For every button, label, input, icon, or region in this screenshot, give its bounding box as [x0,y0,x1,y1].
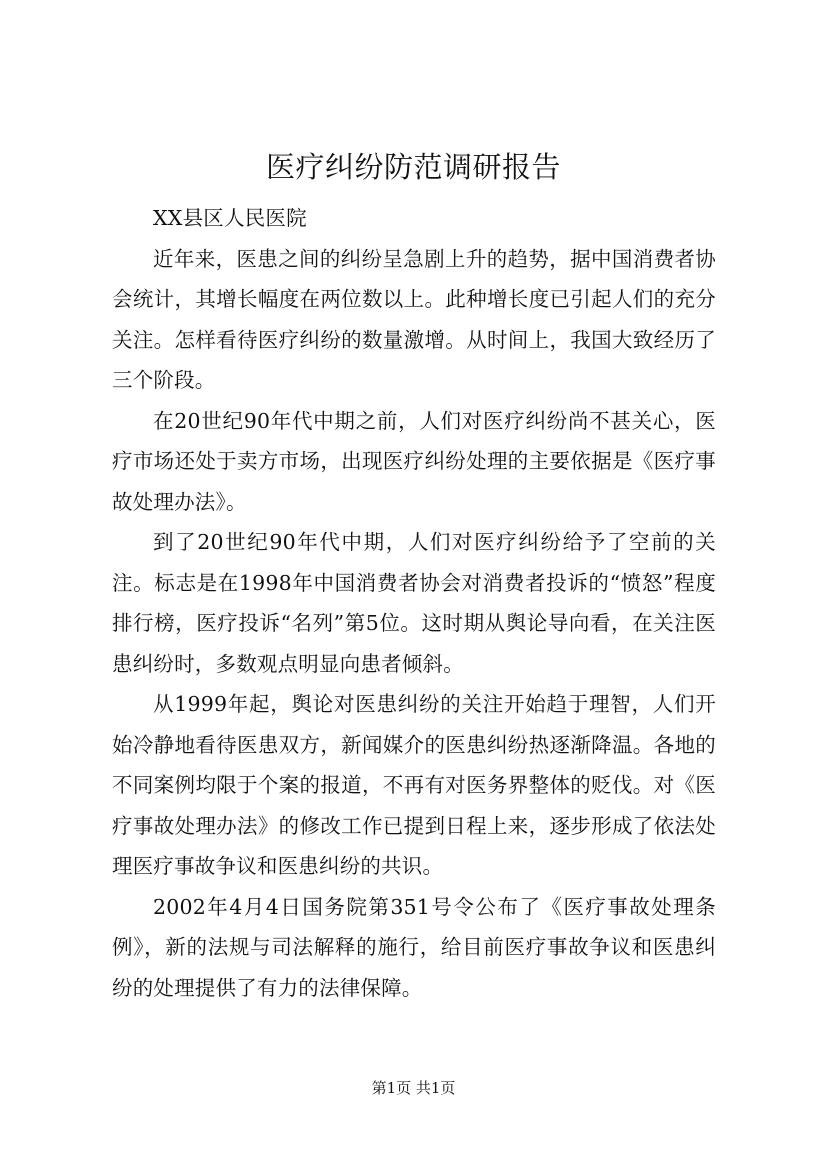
body-paragraph: 2002年4月4日国务院第351号令公布了《医疗事故处理条例》，新的法规与司法解释的施行，给目前医疗事故争议和医患纠纷的处理提供了有力的法律保障。 [112,894,716,1000]
body-paragraph: 到了20世纪90年代中期，人们对医疗纠纷给予了空前的关注。标志是在1998年中国消费者协会对消费者投诉的“愤怒”程度排行榜，医疗投诉“名列”第5位。这时期从舆论导向看，在关注医患纠纷时，多数观点明显向患者倾斜。 [112,530,716,676]
page-footer: 第1页 共1页 [371,1079,456,1097]
organization-line: XX县区人民医院 [153,206,307,230]
body-paragraph: 近年来，医患之间的纠纷呈急剧上升的趋势，据中国消费者协会统计，其增长幅度在两位数以上。此种增长度已引起人们的充分关注。怎样看待医疗纠纷的数量激增。从时间上，我国大致经历了三个阶段。 [112,246,716,392]
document-body [112,198,716,1008]
body-paragraph: 从1999年起，舆论对医患纠纷的关注开始趋于理智，人们开始冷静地看待医患双方，新闻媒介的医患纠纷热逐渐降温。各地的不同案例均限于个案的报道，不再有对医务界整体的贬伐。对《医疗事故处理办法》的修改工作已提到日程上来，逐步形成了依法处理医疗事故争议和医患纠纷的共识。 [112,692,716,878]
document-title: 医疗纠纷防范调研报告 [265,150,561,184]
body-paragraph: 在20世纪90年代中期之前，人们对医疗纠纷尚不甚关心，医疗市场还处于卖方市场，出现医疗纠纷处理的主要依据是《医疗事故处理办法》。 [112,408,716,514]
